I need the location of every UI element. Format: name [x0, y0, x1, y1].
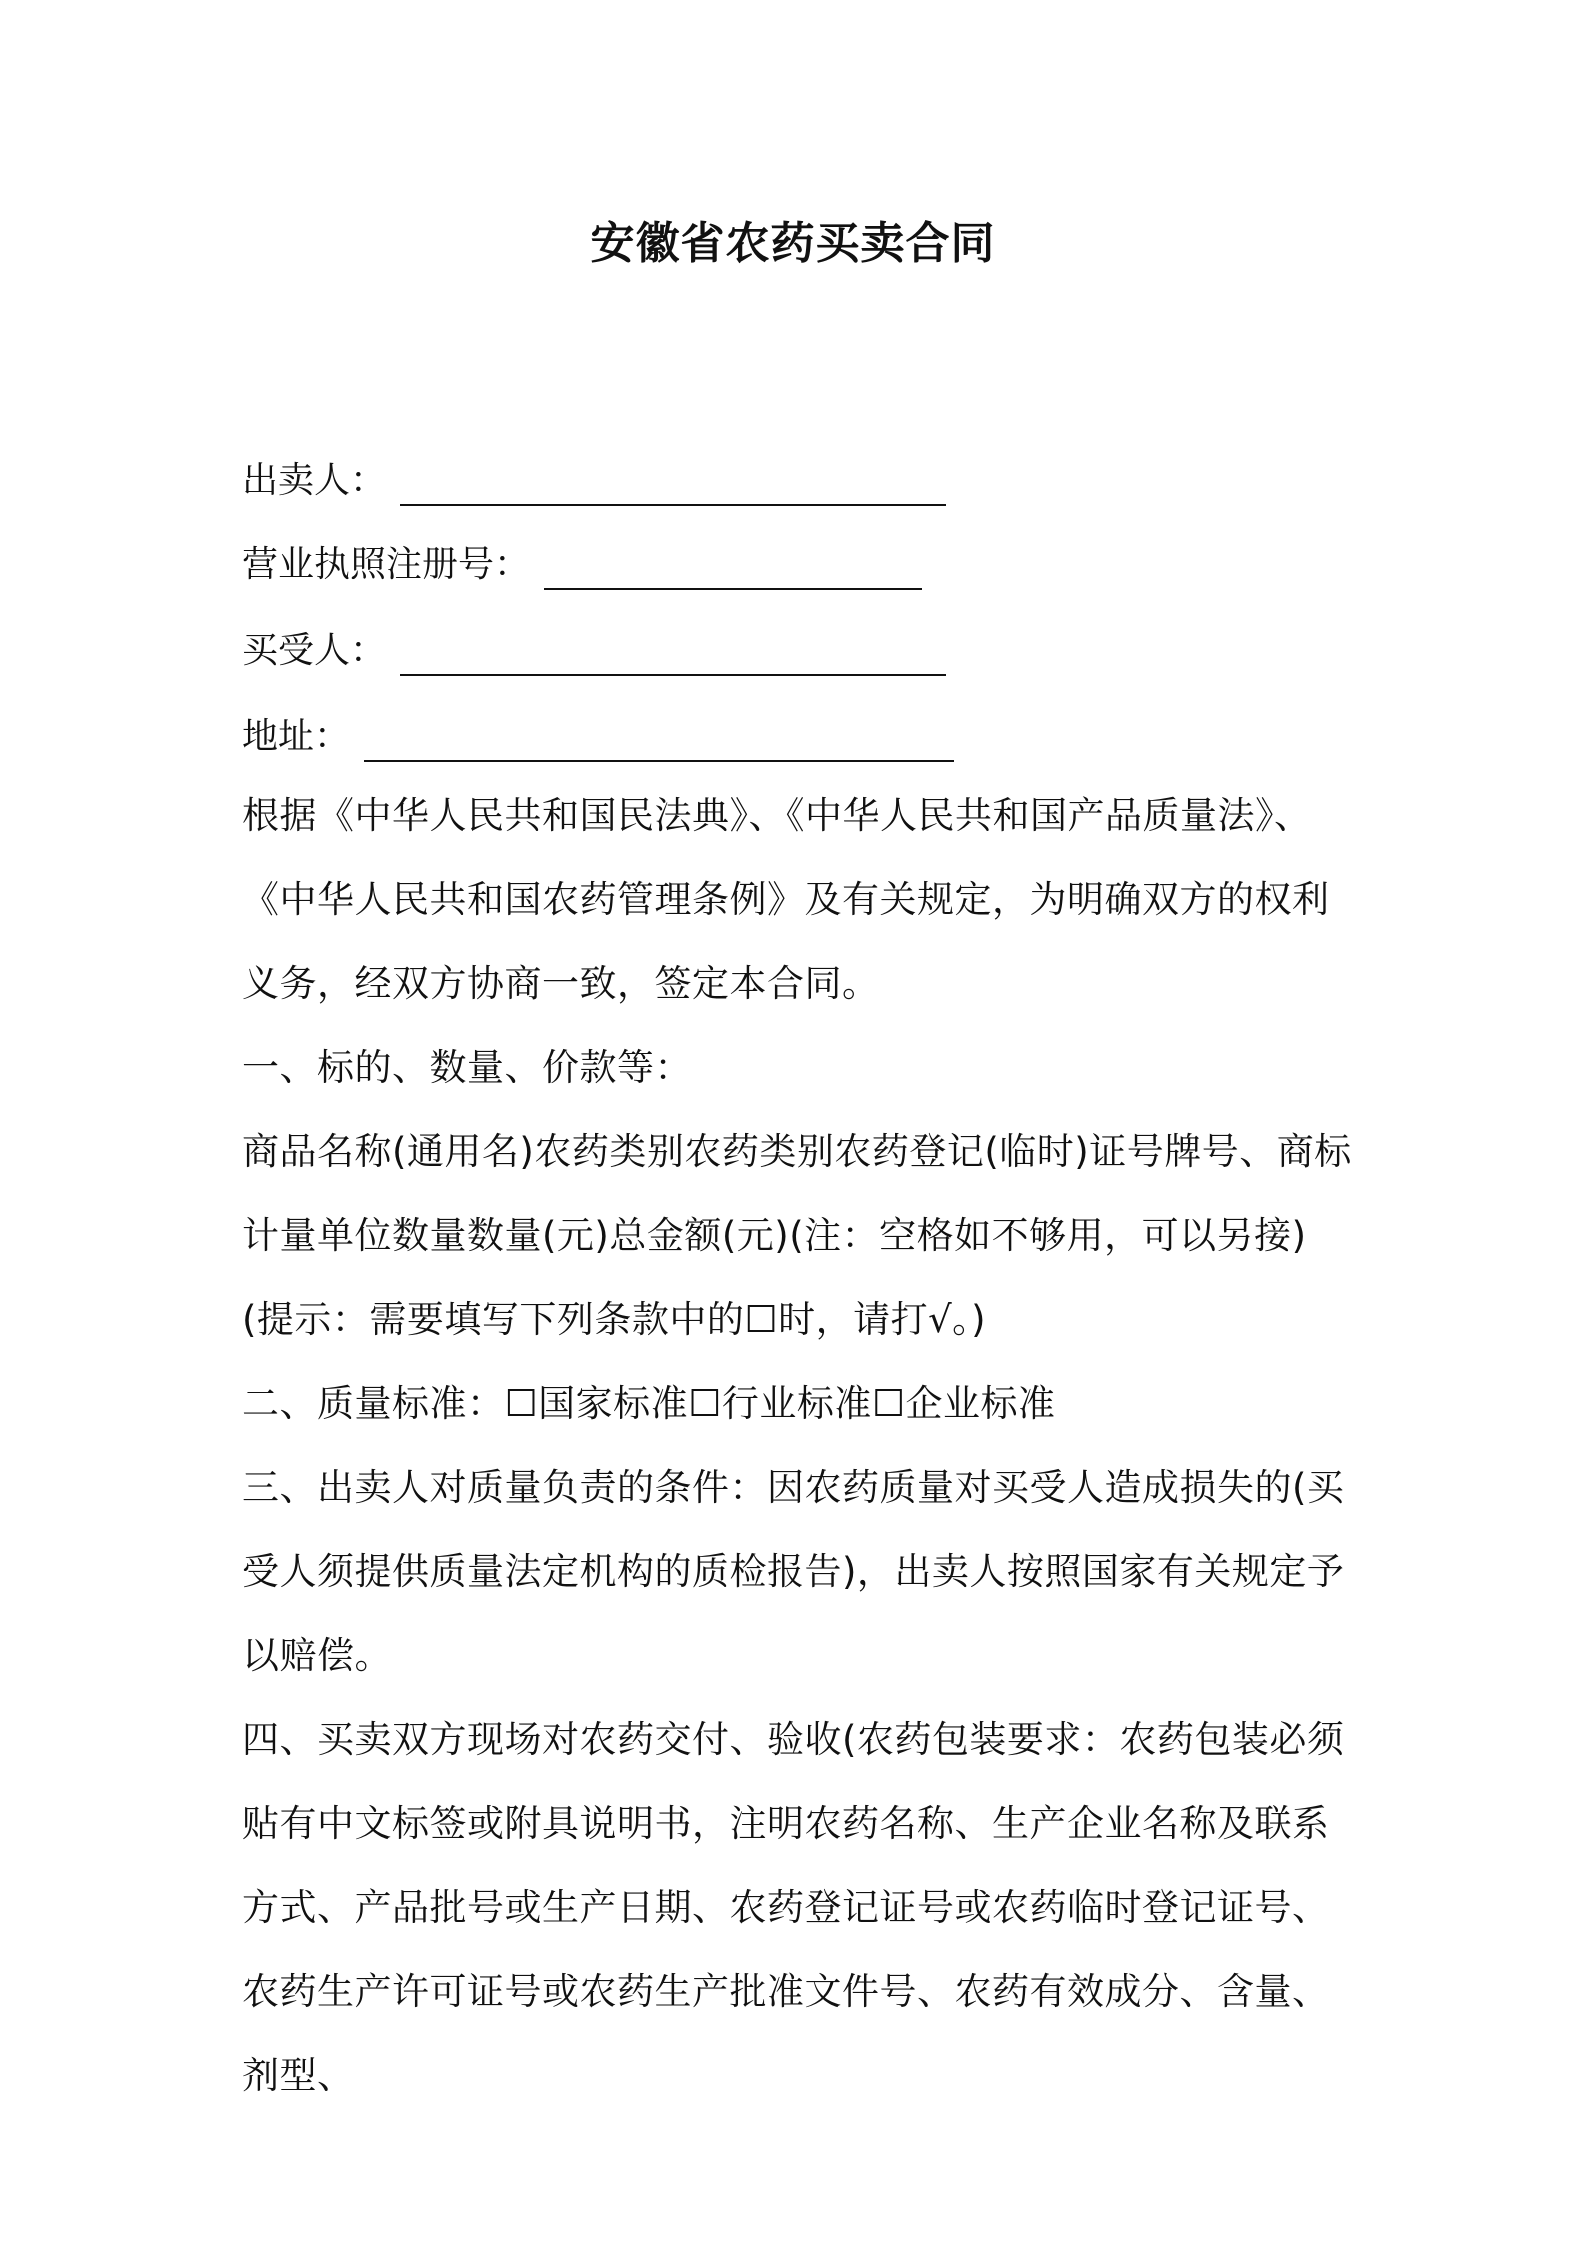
preamble-paragraph: 根据《中华人民共和国民法典》、《中华人民共和国产品质量法》、《中华人民共和国农药管理条例》及有关规定，为明确双方的权利义务，经双方协商一致，签定本合同。 — [242, 794, 1330, 1005]
hint-text: (提示：需要填写下列条款中的☐时，请打√。) — [242, 1298, 987, 1341]
address-blank-line[interactable] — [364, 724, 954, 762]
section3-quality-liability: 三、出卖人对质量负责的条件：因农药质量对买受人造成损失的(买受人须提供质量法定机构的质检报告)，出卖人按照国家有关规定予以赔偿。 — [242, 1466, 1345, 1677]
section4-delivery-acceptance: 四、买卖双方现场对农药交付、验收(农药包装要求：农药包装必须贴有中文标签或附具说明书，注明农药名称、生产企业名称及联系方式、产品批号或生产日期、农药登记证号或农药临时登记证号、农药生产许可证号或农药生产批准文件号、农药有效成分、含量、剂型、 — [242, 1718, 1345, 2097]
section1-body: 商品名称(通用名)农药类别农药类别农药登记(临时)证号牌号、商标计量单位数量数量(元)总金额(元)(注：空格如不够用，可以另接) — [242, 1130, 1352, 1257]
document-title: 安徽省农药买卖合同 — [590, 218, 996, 269]
buyer-field — [242, 626, 946, 676]
buyer-label: 买受人： — [242, 630, 387, 671]
section1-heading: 一、标的、数量、价款等： — [242, 1046, 692, 1089]
address-field — [242, 712, 954, 762]
contract-body — [242, 774, 1362, 2118]
license-label: 营业执照注册号： — [242, 544, 531, 585]
buyer-blank-line[interactable] — [400, 638, 946, 676]
license-field — [242, 540, 922, 590]
seller-label: 出卖人： — [242, 460, 387, 501]
seller-field — [242, 456, 946, 506]
section2-quality-standard: 二、质量标准：☐国家标准☐行业标准☐企业标准 — [242, 1382, 1056, 1425]
address-label: 地址： — [242, 716, 351, 757]
license-blank-line[interactable] — [544, 552, 922, 590]
seller-blank-line[interactable] — [400, 468, 946, 506]
